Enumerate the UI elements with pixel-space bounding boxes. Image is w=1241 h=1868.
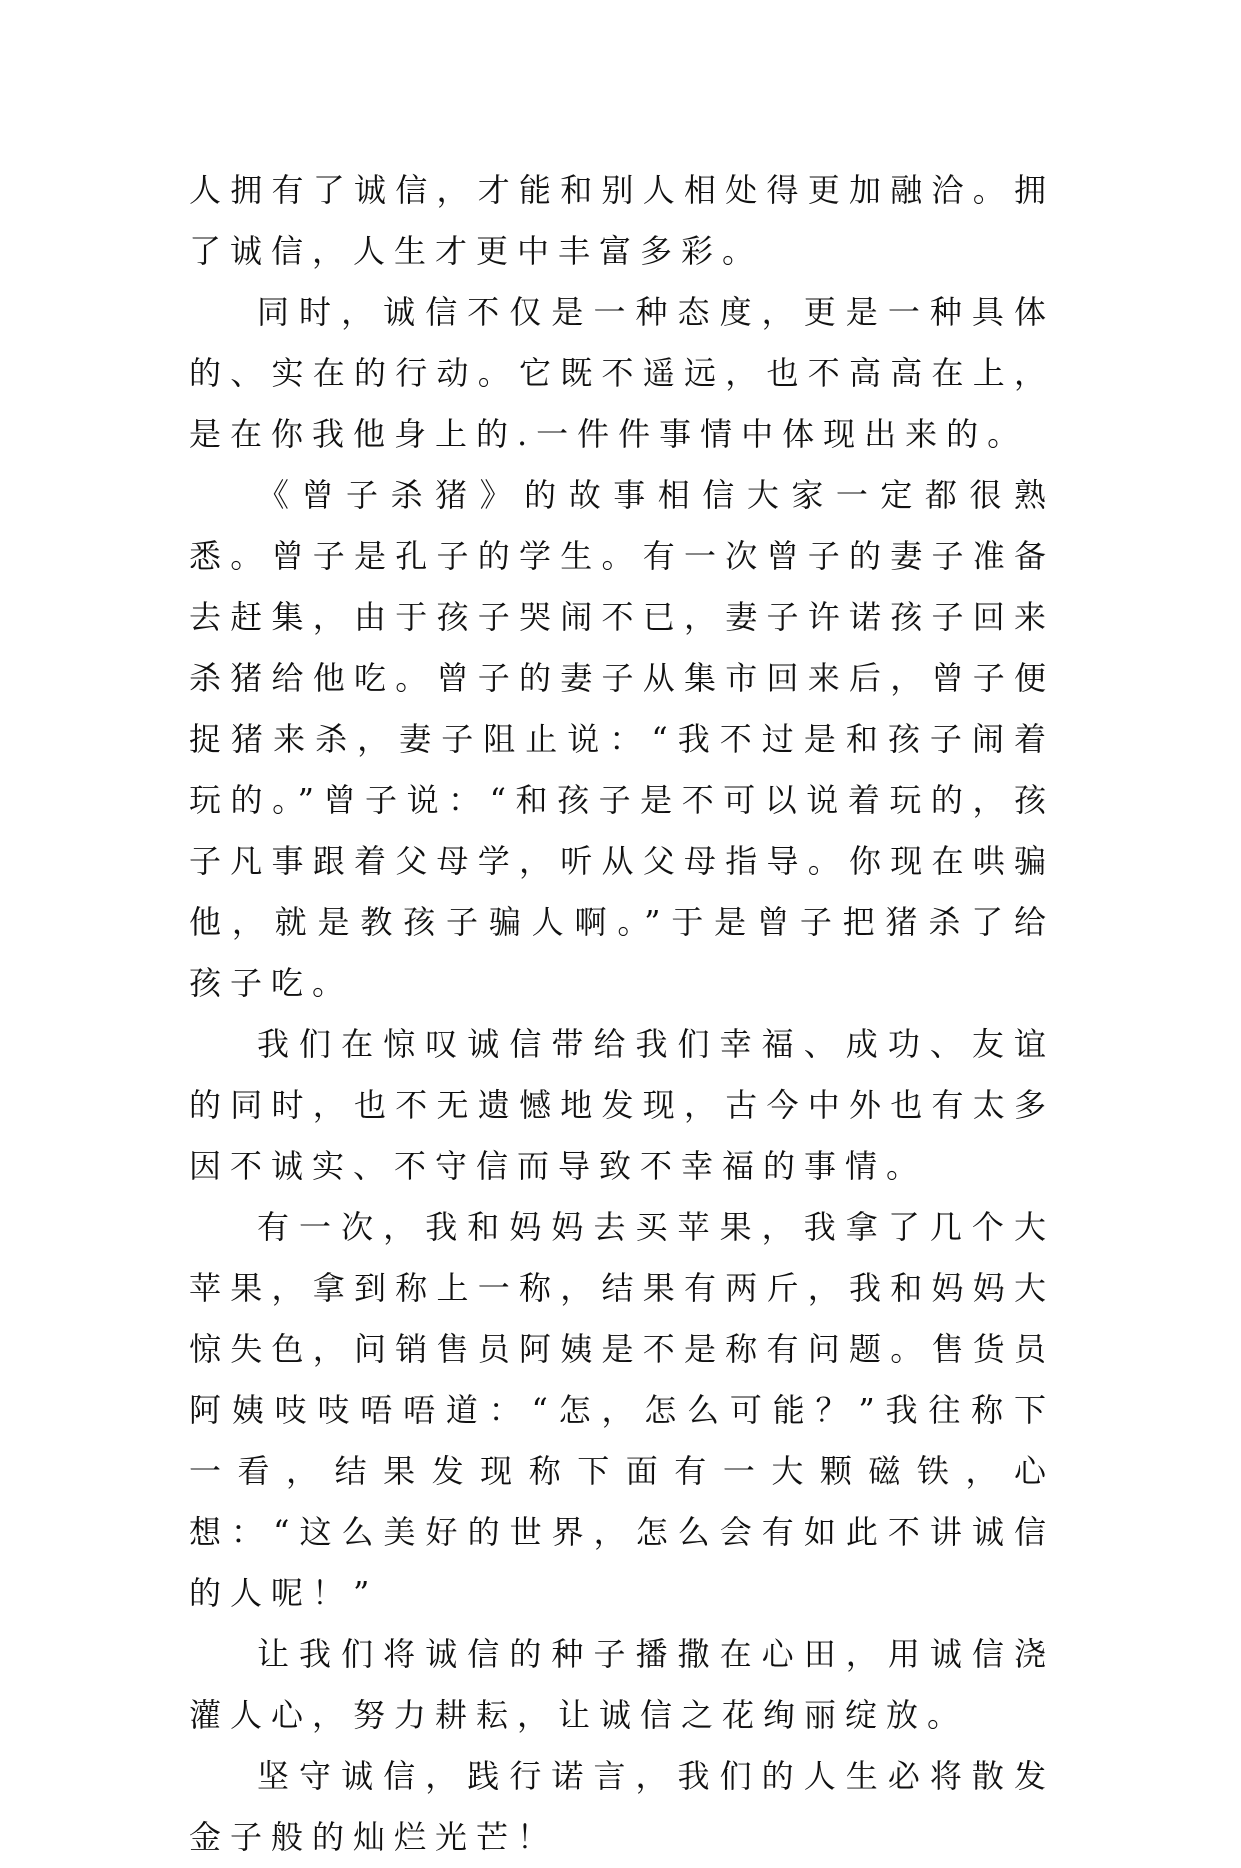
paragraph-2: 同时，诚信不仅是一种态度，更是一种具体的、实在的行动。它既不遥远，也不高高在上，是在你我他身上的.一件件事情中体现出来的。	[189, 293, 1055, 453]
paragraph-3: 《曾子杀猪》的故事相信大家一定都很熟悉。曾子是孔子的学生。有一次曾子的妻子准备去赶集，由于孩子哭闹不已，妻子许诺孩子回来杀猪给他吃。曾子的妻子从集市回来后，曾子便捉猪来杀，妻子阻止说：“我不过是和孩子闹着玩的。”曾子说：“和孩子是不可以说着玩的，孩子凡事跟着父母学，听从父母指导。你现在哄骗他，就是教孩子骗人啊。”于是曾子把猪杀了给孩子吃。	[189, 476, 1055, 1002]
paragraph-1: 人拥有了诚信，才能和别人相处得更加融洽。拥了诚信，人生才更中丰富多彩。	[189, 171, 1055, 270]
paragraph-6: 让我们将诚信的种子播撒在心田，用诚信浇灌人心，努力耕耘，让诚信之花绚丽绽放。	[189, 1635, 1055, 1734]
document-body	[189, 160, 1055, 1868]
paragraph-7: 坚守诚信，践行诺言，我们的人生必将散发金子般的灿烂光芒！	[189, 1757, 1055, 1856]
paragraph-5: 有一次，我和妈妈去买苹果，我拿了几个大苹果，拿到称上一称，结果有两斤，我和妈妈大惊失色，问销售员阿姨是不是称有问题。售货员阿姨吱吱唔唔道：“怎，怎么可能？”我往称下一看，结果发现称下面有一大颗磁铁，心想：“这么美好的世界，怎么会有如此不讲诚信的人呢！”	[189, 1208, 1055, 1612]
paragraph-4: 我们在惊叹诚信带给我们幸福、成功、友谊的同时，也不无遗憾地发现，古今中外也有太多因不诚实、不守信而导致不幸福的事情。	[189, 1025, 1055, 1185]
